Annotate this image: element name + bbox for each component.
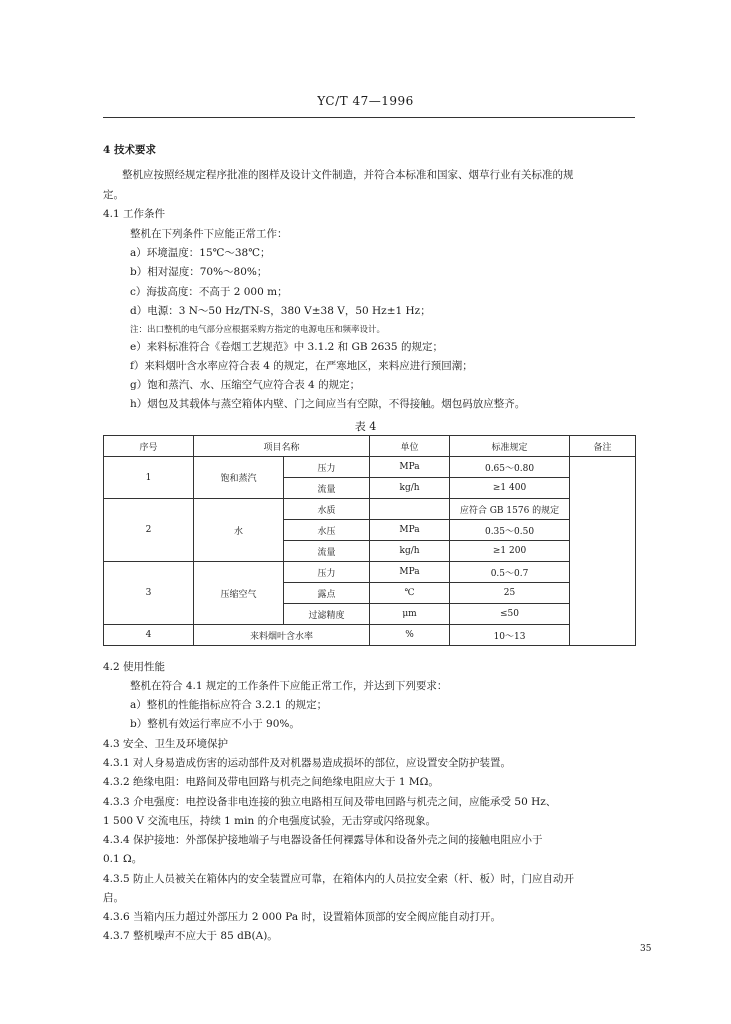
condition-item: a）环境温度：15℃～38℃； bbox=[130, 247, 271, 259]
col-header-item: 项目名称 bbox=[194, 436, 370, 457]
spec-cell: ≥1 400 bbox=[450, 478, 570, 499]
unit-cell: % bbox=[370, 625, 450, 646]
spec-cell: 10～13 bbox=[450, 625, 570, 646]
spec-cell: 0.5～0.7 bbox=[450, 562, 570, 583]
sub-item: 水质 bbox=[284, 499, 370, 520]
condition-item: e）来料标准符合《卷烟工艺规范》中 3.1.2 和 GB 2635 的规定； bbox=[130, 341, 443, 353]
unit-cell: μm bbox=[370, 604, 450, 625]
clause-4-3-5-line1: 4.3.5 防止人员被关在箱体内的安全装置应可靠，在箱体内的人员拉安全索（杆、板）时，门应自动开 bbox=[103, 873, 575, 885]
spec-cell: 0.65～0.80 bbox=[450, 457, 570, 478]
table-4 bbox=[103, 435, 636, 646]
clause-4-3-6: 4.3.6 当箱内压力超过外部压力 2 000 Pa 时，设置箱体顶部的安全阀应能自动打开。 bbox=[103, 911, 501, 923]
table-row bbox=[104, 499, 636, 520]
condition-item: b）相对湿度：70%～80%； bbox=[130, 266, 268, 278]
col-header-spec: 标准规定 bbox=[450, 436, 570, 457]
section-4-3-heading: 4.3 安全、卫生及环境保护 bbox=[103, 738, 229, 750]
spec-cell: ≤50 bbox=[450, 604, 570, 625]
row-no: 4 bbox=[104, 625, 194, 646]
table-header-row bbox=[104, 436, 636, 457]
spec-cell: ≥1 200 bbox=[450, 541, 570, 562]
page-number: 35 bbox=[640, 944, 652, 954]
col-header-unit: 单位 bbox=[370, 436, 450, 457]
unit-cell: ℃ bbox=[370, 583, 450, 604]
section-4-title: 4 技术要求 bbox=[103, 144, 156, 156]
section-4-1-heading: 4.1 工作条件 bbox=[103, 208, 166, 220]
remark-cell bbox=[570, 457, 636, 646]
clause-4-3-4-line1: 4.3.4 保护接地：外部保护接地端子与电器设备任何裸露导体和设备外壳之间的接触电阻应小于 bbox=[103, 834, 543, 846]
sub-item: 流量 bbox=[284, 541, 370, 562]
section-4-2-lead: 整机在符合 4.1 规定的工作条件下应能正常工作，并达到下列要求： bbox=[130, 680, 448, 692]
table-4-caption: 表 4 bbox=[354, 420, 377, 433]
sub-item: 压力 bbox=[284, 562, 370, 583]
section-4-intro-line1: 整机应按照经规定程序批准的图样及设计文件制造，并符合本标准和国家、烟草行业有关标准的规 bbox=[122, 169, 574, 181]
unit-cell: kg/h bbox=[370, 478, 450, 499]
clause-4-3-3-line1: 4.3.3 介电强度：电控设备非电连接的独立电路相互间及带电回路与机壳之间，应能承受 50 Hz、 bbox=[103, 796, 557, 808]
condition-item: c）海拔高度：不高于 2 000 m； bbox=[130, 286, 288, 298]
unit-cell: MPa bbox=[370, 457, 450, 478]
unit-cell: kg/h bbox=[370, 541, 450, 562]
row-no: 3 bbox=[104, 562, 194, 625]
col-header-remark: 备注 bbox=[570, 436, 636, 457]
condition-item: d）电源：3 N～50 Hz/TN-S，380 V±38 V，50 Hz±1 Hz； bbox=[130, 305, 431, 317]
item-name: 饱和蒸汽 bbox=[194, 457, 284, 499]
row-no: 1 bbox=[104, 457, 194, 499]
sub-item: 露点 bbox=[284, 583, 370, 604]
performance-item: b）整机有效运行率应不小于 90%。 bbox=[130, 718, 300, 730]
item-name: 水 bbox=[194, 499, 284, 562]
clause-4-3-7: 4.3.7 整机噪声不应大于 85 dB(A)。 bbox=[103, 930, 278, 942]
condition-item: h）烟包及其载体与蒸空箱体内壁、门之间应当有空隙，不得接触。烟包码放应整齐。 bbox=[130, 398, 526, 410]
table-row bbox=[104, 457, 636, 478]
sub-item: 水压 bbox=[284, 520, 370, 541]
section-4-2-heading: 4.2 使用性能 bbox=[103, 661, 166, 673]
clause-4-3-2: 4.3.2 绝缘电阻：电路间及带电回路与机壳之间绝缘电阻应大于 1 MΩ。 bbox=[103, 776, 439, 788]
item-name: 来料烟叶含水率 bbox=[194, 625, 370, 646]
clause-4-3-3-line2: 1 500 V 交流电压，持续 1 min 的介电强度试验，无击穿或闪络现象。 bbox=[103, 815, 437, 827]
spec-cell: 应符合 GB 1576 的规定 bbox=[450, 499, 570, 520]
performance-item: a）整机的性能指标应符合 3.2.1 的规定； bbox=[130, 699, 328, 711]
clause-4-3-5-line2: 启。 bbox=[103, 892, 124, 904]
clause-4-3-1: 4.3.1 对人身易造成伤害的运动部件及对机器易造成损坏的部位，应设置安全防护装置。 bbox=[103, 757, 512, 769]
standard-code: YC/T 47—1996 bbox=[317, 94, 414, 108]
unit-cell: MPa bbox=[370, 562, 450, 583]
col-header-no: 序号 bbox=[104, 436, 194, 457]
row-no: 2 bbox=[104, 499, 194, 562]
header-rule bbox=[103, 117, 635, 118]
condition-item: g）饱和蒸汽、水、压缩空气应符合表 4 的规定； bbox=[130, 379, 361, 391]
sub-item: 过滤精度 bbox=[284, 604, 370, 625]
item-name: 压缩空气 bbox=[194, 562, 284, 625]
section-4-1-lead: 整机在下列条件下应能正常工作： bbox=[130, 228, 288, 240]
spec-cell: 0.35～0.50 bbox=[450, 520, 570, 541]
sub-item: 流量 bbox=[284, 478, 370, 499]
unit-cell: MPa bbox=[370, 520, 450, 541]
spec-cell: 25 bbox=[450, 583, 570, 604]
clause-4-3-4-line2: 0.1 Ω。 bbox=[103, 853, 143, 865]
table-row bbox=[104, 562, 636, 583]
sub-item: 压力 bbox=[284, 457, 370, 478]
table-row bbox=[104, 625, 636, 646]
unit-cell bbox=[370, 499, 450, 520]
condition-note: 注：出口整机的电气部分应根据采购方指定的电源电压和频率设计。 bbox=[130, 325, 386, 335]
condition-item: f）来料烟叶含水率应符合表 4 的规定，在严寒地区，来料应进行预回潮； bbox=[130, 360, 473, 372]
section-4-intro-line2: 定。 bbox=[103, 189, 124, 201]
